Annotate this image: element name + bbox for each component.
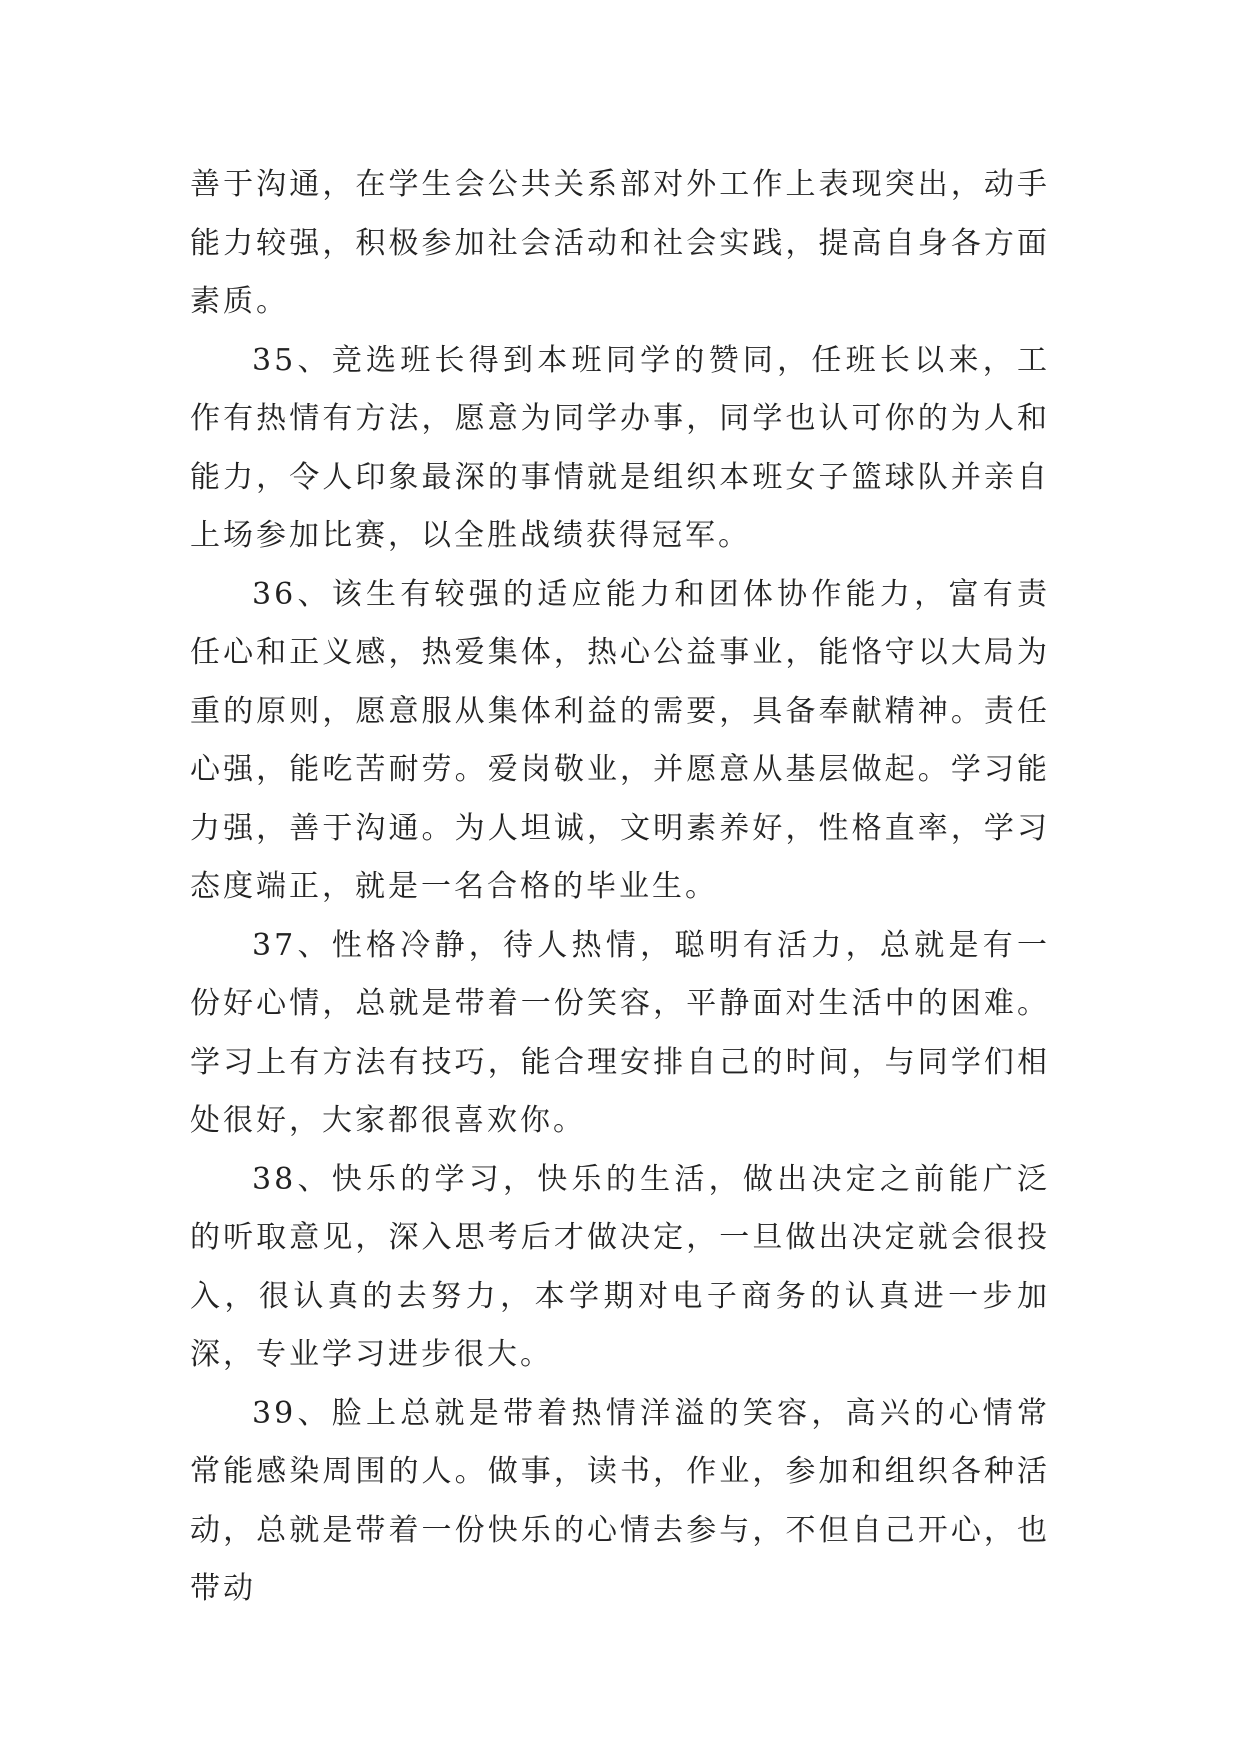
paragraph-item-35: 35、竞选班长得到本班同学的赞同，任班长以来，工作有热情有方法，愿意为同学办事，同学也认可你的为人和能力，令人印象最深的事情就是组织本班女子篮球队并亲自上场参加比赛，以全胜战绩获得冠军。 <box>190 342 1050 553</box>
paragraph-item-37: 37、性格冷静，待人热情，聪明有活力，总就是有一份好心情，总就是带着一份笑容，平静面对生活中的困难。学习上有方法有技巧，能合理安排自己的时间，与同学们相处很好，大家都很喜欢你。 <box>190 927 1050 1138</box>
paragraph-item-38: 38、快乐的学习，快乐的生活，做出决定之前能广泛的听取意见，深入思考后才做决定，一旦做出决定就会很投入，很认真的去努力，本学期对电子商务的认真进一步加深，专业学习进步很大。 <box>190 1161 1050 1372</box>
paragraph-continued: 善于沟通，在学生会公共关系部对外工作上表现突出，动手能力较强，积极参加社会活动和社会实践，提高自身各方面素质。 <box>190 167 1050 319</box>
document-body <box>190 156 1050 1619</box>
paragraph-item-36: 36、该生有较强的适应能力和团体协作能力，富有责任心和正义感，热爱集体，热心公益事业，能恪守以大局为重的原则，愿意服从集体利益的需要，具备奉献精神。责任心强，能吃苦耐劳。爱岗敬业，并愿意从基层做起。学习能力强，善于沟通。为人坦诚，文明素养好，性格直率，学习态度端正，就是一名合格的毕业生。 <box>190 576 1050 904</box>
paragraph-item-39: 39、脸上总就是带着热情洋溢的笑容，高兴的心情常常能感染周围的人。做事，读书，作业，参加和组织各种活动，总就是带着一份快乐的心情去参与，不但自己开心，也带动 <box>190 1395 1050 1606</box>
